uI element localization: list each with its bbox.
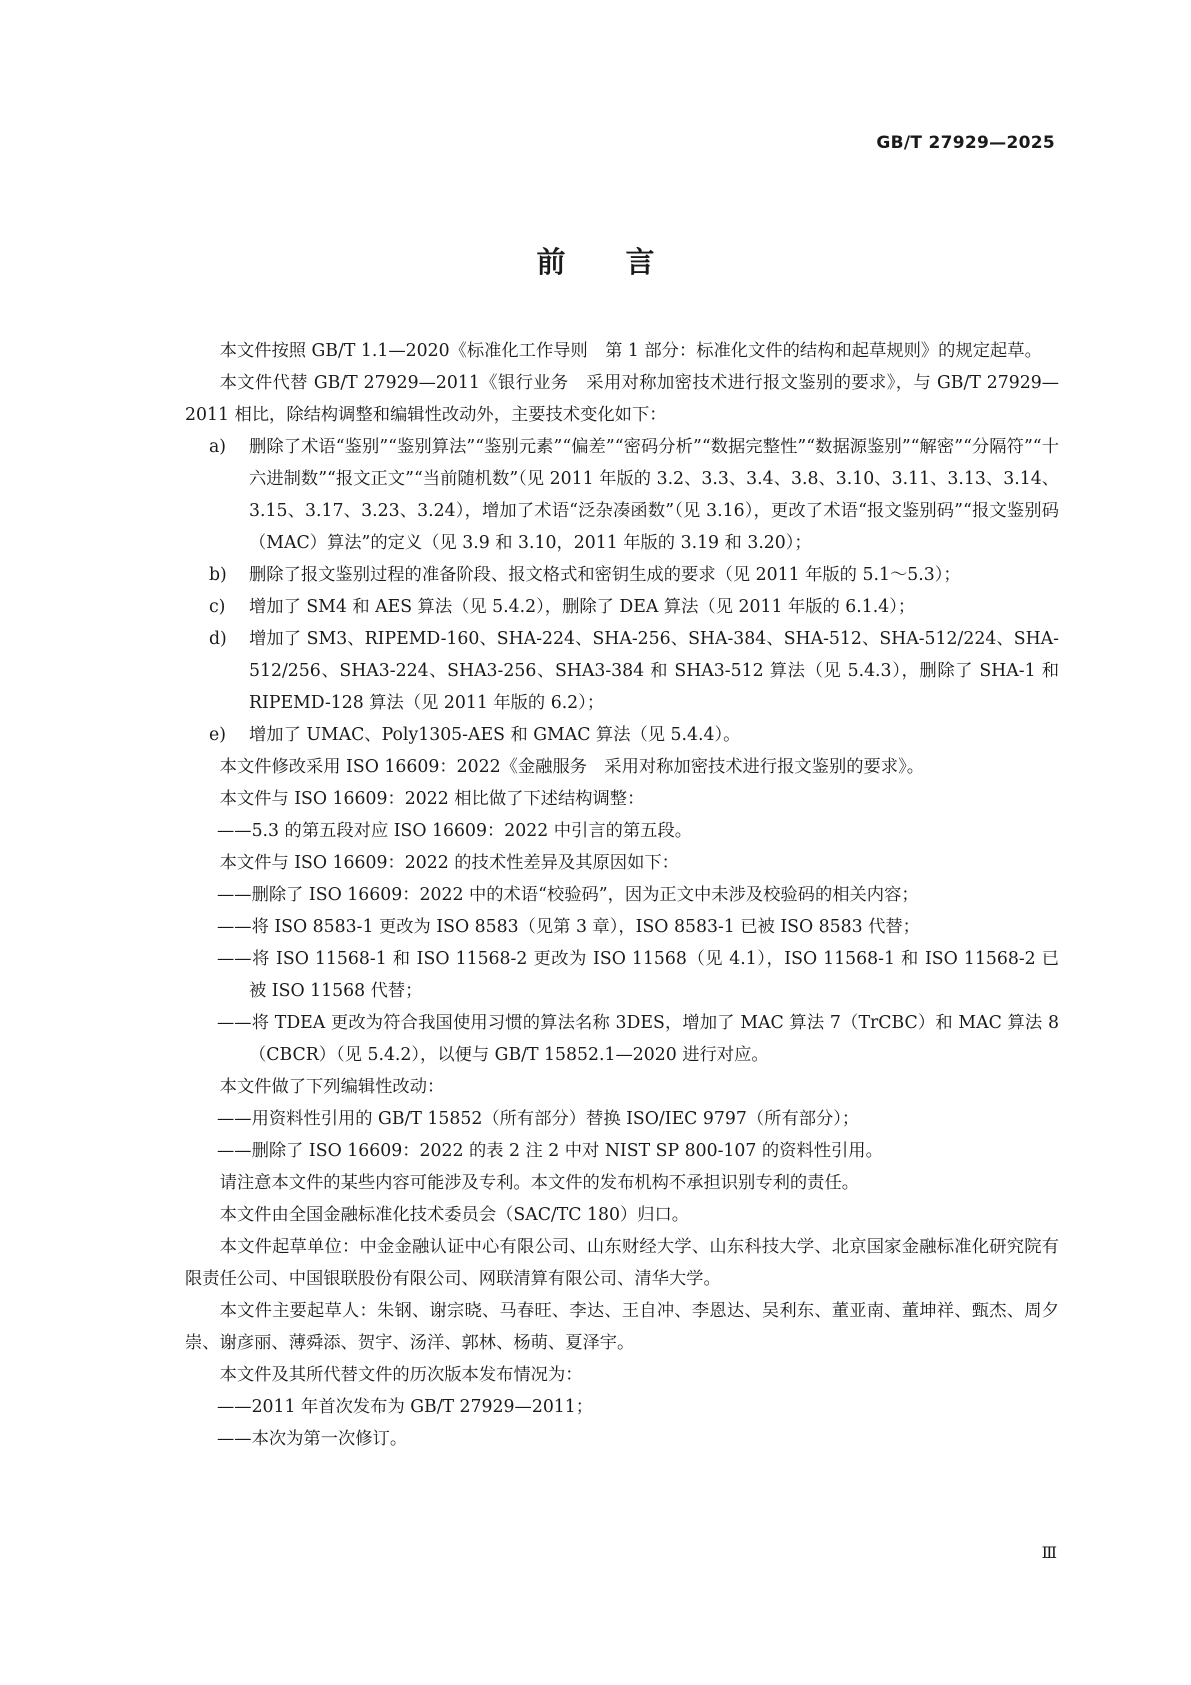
list-item-b — [185, 559, 1059, 591]
list-text: 删除了术语“鉴别”“鉴别算法”“鉴别元素”“偏差”“密码分析”“数据完整性”“数据源鉴别”“解密”“分隔符”“十六进制数”“报文正文”“当前随机数”（见 2011 年版的 3.2、3.3、3.4、3.8、3.10、3.11、3.13、3.14、3.15、3.17、3.23、3.24），增加了术语“泛杂凑函数”（见 3.16），更改了术语“报文鉴别码”“报文鉴别码（MAC）算法”的定义（见 3.9 和 3.10，2011 年版的 3.19 和 3.20）； — [249, 437, 1059, 553]
dash-item: ——用资料性引用的 GB/T 15852（所有部分）替换 ISO/IEC 9797（所有部分）； — [217, 1109, 860, 1129]
list-text: 增加了 SM4 和 AES 算法（见 5.4.2），删除了 DEA 算法（见 2011 年版的 6.1.4）； — [249, 597, 916, 617]
dash-item: ——2011 年首次发布为 GB/T 27929—2011； — [217, 1397, 594, 1417]
list-item-d — [185, 623, 1059, 719]
paragraph-patent-notice: 请注意本文件的某些内容可能涉及专利。本文件的发布机构不承担识别专利的责任。 — [219, 1173, 860, 1193]
list-item-c — [185, 591, 1059, 623]
list-label: b) — [209, 565, 227, 585]
dash-item: ——5.3 的第五段对应 ISO 16609：2022 中引言的第五段。 — [217, 821, 693, 841]
page-title: 前言 — [536, 245, 715, 279]
page-number: Ⅲ — [1041, 1543, 1057, 1562]
paragraph-structure-changes: 本文件与 ISO 16609：2022 相比做了下述结构调整： — [219, 789, 645, 809]
dash-item: ——删除了 ISO 16609：2022 的表 2 注 2 中对 NIST SP 800-107 的资料性引用。 — [217, 1141, 883, 1161]
dash-item: ——将 ISO 8583-1 更改为 ISO 8583（见第 3 章），ISO 8583-1 已被 ISO 8583 代替； — [217, 917, 920, 937]
paragraph-committee: 本文件由全国金融标准化技术委员会（SAC/TC 180）归口。 — [219, 1205, 690, 1225]
list-label: c) — [209, 597, 226, 617]
list-text: 删除了报文鉴别过程的准备阶段、报文格式和密钥生成的要求（见 2011 年版的 5.1～5.3）； — [249, 565, 961, 585]
list-label: d) — [209, 629, 227, 649]
list-item-a — [185, 431, 1059, 559]
dash-item: ——删除了 ISO 16609：2022 中的术语“校验码”，因为正文中未涉及校验码的相关内容； — [217, 885, 919, 905]
paragraph-iso-adoption: 本文件修改采用 ISO 16609：2022《金融服务 采用对称加密技术进行报文鉴别的要求》。 — [219, 757, 925, 777]
paragraph-drafting-rules: 本文件按照 GB/T 1.1—2020《标准化工作导则 第 1 部分：标准化文件的结构和起草规则》的规定起草。 — [219, 341, 1042, 361]
list-text: 增加了 UMAC、Poly1305-AES 和 GMAC 算法（见 5.4.4）。 — [249, 725, 741, 745]
list-label: e) — [209, 725, 226, 745]
paragraph-editorial-changes: 本文件做了下列编辑性改动： — [219, 1077, 445, 1097]
dash-item: ——本次为第一次修订。 — [217, 1429, 408, 1449]
paragraph-version-history: 本文件及其所代替文件的历次版本发布情况为： — [219, 1365, 583, 1385]
paragraph-drafters: 本文件主要起草人：朱钢、谢宗晓、马春旺、李达、王自冲、李恩达、吴利东、董亚南、董坤祥、甄杰、周夕崇、谢彦丽、薄舜添、贺宇、汤洋、郭林、杨萌、夏泽宇。 — [185, 1301, 1059, 1353]
paragraph-drafting-units: 本文件起草单位：中金金融认证中心有限公司、山东财经大学、山东科技大学、北京国家金融标准化研究院有限责任公司、中国银联股份有限公司、网联清算有限公司、清华大学。 — [185, 1237, 1059, 1289]
dash-item: ——将 ISO 11568-1 和 ISO 11568-2 更改为 ISO 11568（见 4.1），ISO 11568-1 和 ISO 11568-2 已被 ISO 11568 代替； — [217, 949, 1059, 1001]
foreword-body — [185, 335, 1059, 1455]
paragraph-technical-differences: 本文件与 ISO 16609：2022 的技术性差异及其原因如下： — [219, 853, 679, 873]
paragraph-replacement: 本文件代替 GB/T 27929—2011《银行业务 采用对称加密技术进行报文鉴别的要求》，与 GB/T 27929—2011 相比，除结构调整和编辑性改动外，主要技术变化如下： — [185, 373, 1059, 425]
document-code: GB/T 27929—2025 — [876, 133, 1055, 153]
list-label: a) — [209, 437, 227, 457]
list-text: 增加了 SM3、RIPEMD-160、SHA-224、SHA-256、SHA-384、SHA-512、SHA-512/224、SHA-512/256、SHA3-224、SHA3-256、SHA3-384 和 SHA3-512 算法（见 5.4.3），删除了 SHA-1 和 RIPEMD-128 算法（见 2011 年版的 6.2）； — [249, 629, 1059, 713]
dash-item: ——将 TDEA 更改为符合我国使用习惯的算法名称 3DES，增加了 MAC 算法 7（TrCBC）和 MAC 算法 8（CBCR）（见 5.4.2），以便与 GB/T 15852.1—2020 进行对应。 — [217, 1013, 1059, 1065]
list-item-e — [185, 719, 1059, 751]
